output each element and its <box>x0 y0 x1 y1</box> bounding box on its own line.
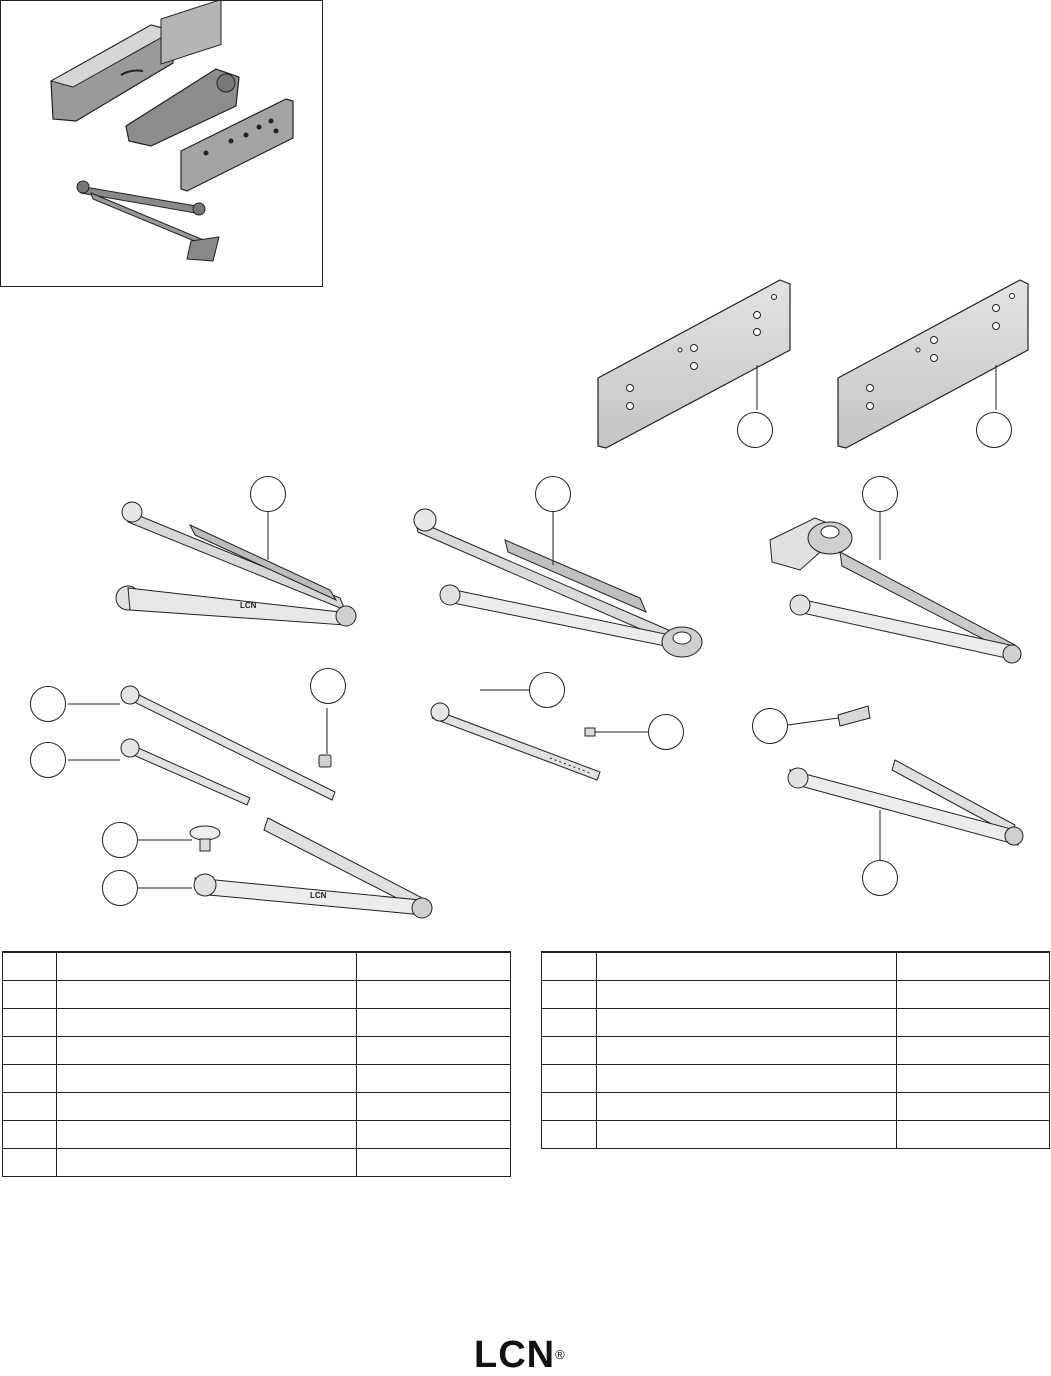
overview-illustration <box>0 0 323 287</box>
parts-illustration <box>0 270 1051 930</box>
table-cell <box>897 1092 1050 1120</box>
table-cell <box>897 1064 1050 1092</box>
table-row <box>542 1008 1050 1036</box>
table-cell <box>542 1120 597 1148</box>
table-row <box>542 1036 1050 1064</box>
table-cell <box>357 952 511 980</box>
main-arm-long <box>121 686 335 800</box>
screw <box>190 826 220 851</box>
arm-assembly-left <box>116 502 356 626</box>
logo-text: LCN <box>474 1334 556 1376</box>
table-cell <box>3 1008 57 1036</box>
table-cell <box>56 1148 356 1176</box>
table-cell <box>596 952 896 980</box>
parts-table-left <box>2 951 511 1177</box>
table-row <box>3 980 511 1008</box>
table-cell <box>596 1120 896 1148</box>
closer-arm <box>77 181 219 261</box>
parts-table-right <box>541 951 1050 1149</box>
table-cell <box>897 1036 1050 1064</box>
nut <box>319 708 331 767</box>
table-row <box>542 1092 1050 1120</box>
table-cell <box>596 1036 896 1064</box>
table-cell <box>56 1008 356 1036</box>
table-cell <box>542 1092 597 1120</box>
table-cell <box>357 1148 511 1176</box>
table-cell <box>56 1036 356 1064</box>
forearm-lcn-mark: LCN <box>310 891 327 900</box>
table-cell <box>56 1092 356 1120</box>
arm-lcn-mark: LCN <box>240 601 257 610</box>
registered-mark: ® <box>555 1347 566 1362</box>
table-row <box>542 1120 1050 1148</box>
callout-circle <box>529 672 565 708</box>
table-cell <box>3 952 57 980</box>
callout-circle <box>862 476 898 512</box>
table-cell <box>596 1064 896 1092</box>
table-cell <box>56 1120 356 1148</box>
table-row <box>3 1064 511 1092</box>
table-row <box>542 952 1050 980</box>
table-row <box>3 1120 511 1148</box>
table-cell <box>596 980 896 1008</box>
callout-circle <box>752 708 788 744</box>
callout-circle <box>976 412 1012 448</box>
table-row <box>3 952 511 980</box>
table-cell <box>542 980 597 1008</box>
arm-assembly-middle <box>414 508 702 657</box>
main-arm-perforated <box>431 703 600 780</box>
table-cell <box>897 1120 1050 1148</box>
table-cell <box>897 1008 1050 1036</box>
callout-circle <box>737 412 773 448</box>
table-row <box>3 1008 511 1036</box>
table-row <box>542 1064 1050 1092</box>
table-cell <box>357 1064 511 1092</box>
table-cell <box>897 980 1050 1008</box>
closer-cover <box>51 25 173 121</box>
lcn-logo <box>474 1336 566 1374</box>
callout-circle <box>535 476 571 512</box>
callout-circle <box>310 668 346 704</box>
callout-circle <box>102 822 138 858</box>
forearm-right <box>788 760 1023 860</box>
table-cell <box>357 1092 511 1120</box>
table-cell <box>357 980 511 1008</box>
forearm-slotted <box>194 818 432 918</box>
table-cell <box>542 1036 597 1064</box>
callout-circle <box>30 686 66 722</box>
exploded-closer-illustration <box>1 1 324 288</box>
table-cell <box>3 1036 57 1064</box>
table-cell <box>542 1008 597 1036</box>
table-cell <box>3 1120 57 1148</box>
table-cell <box>542 1064 597 1092</box>
small-screw <box>585 728 648 736</box>
table-row <box>3 1036 511 1064</box>
table-row <box>542 980 1050 1008</box>
table-cell <box>357 1008 511 1036</box>
table-cell <box>56 952 356 980</box>
table-cell <box>3 1064 57 1092</box>
table-cell <box>357 1120 511 1148</box>
table-cell <box>56 980 356 1008</box>
table-row <box>3 1148 511 1176</box>
table-cell <box>3 1148 57 1176</box>
table-cell <box>596 1008 896 1036</box>
table-cell <box>357 1036 511 1064</box>
callout-circle <box>250 476 286 512</box>
stop-bracket <box>788 706 870 726</box>
table-row <box>3 1092 511 1120</box>
callout-circle <box>862 860 898 896</box>
table-cell <box>3 1092 57 1120</box>
callout-circle <box>102 870 138 906</box>
callout-circle <box>648 714 684 750</box>
table-cell <box>897 952 1050 980</box>
table-cell <box>3 980 57 1008</box>
table-cell <box>596 1092 896 1120</box>
arm-assembly-right <box>770 508 1021 663</box>
table-cell <box>542 952 597 980</box>
callout-circle <box>30 742 66 778</box>
table-cell <box>56 1064 356 1092</box>
